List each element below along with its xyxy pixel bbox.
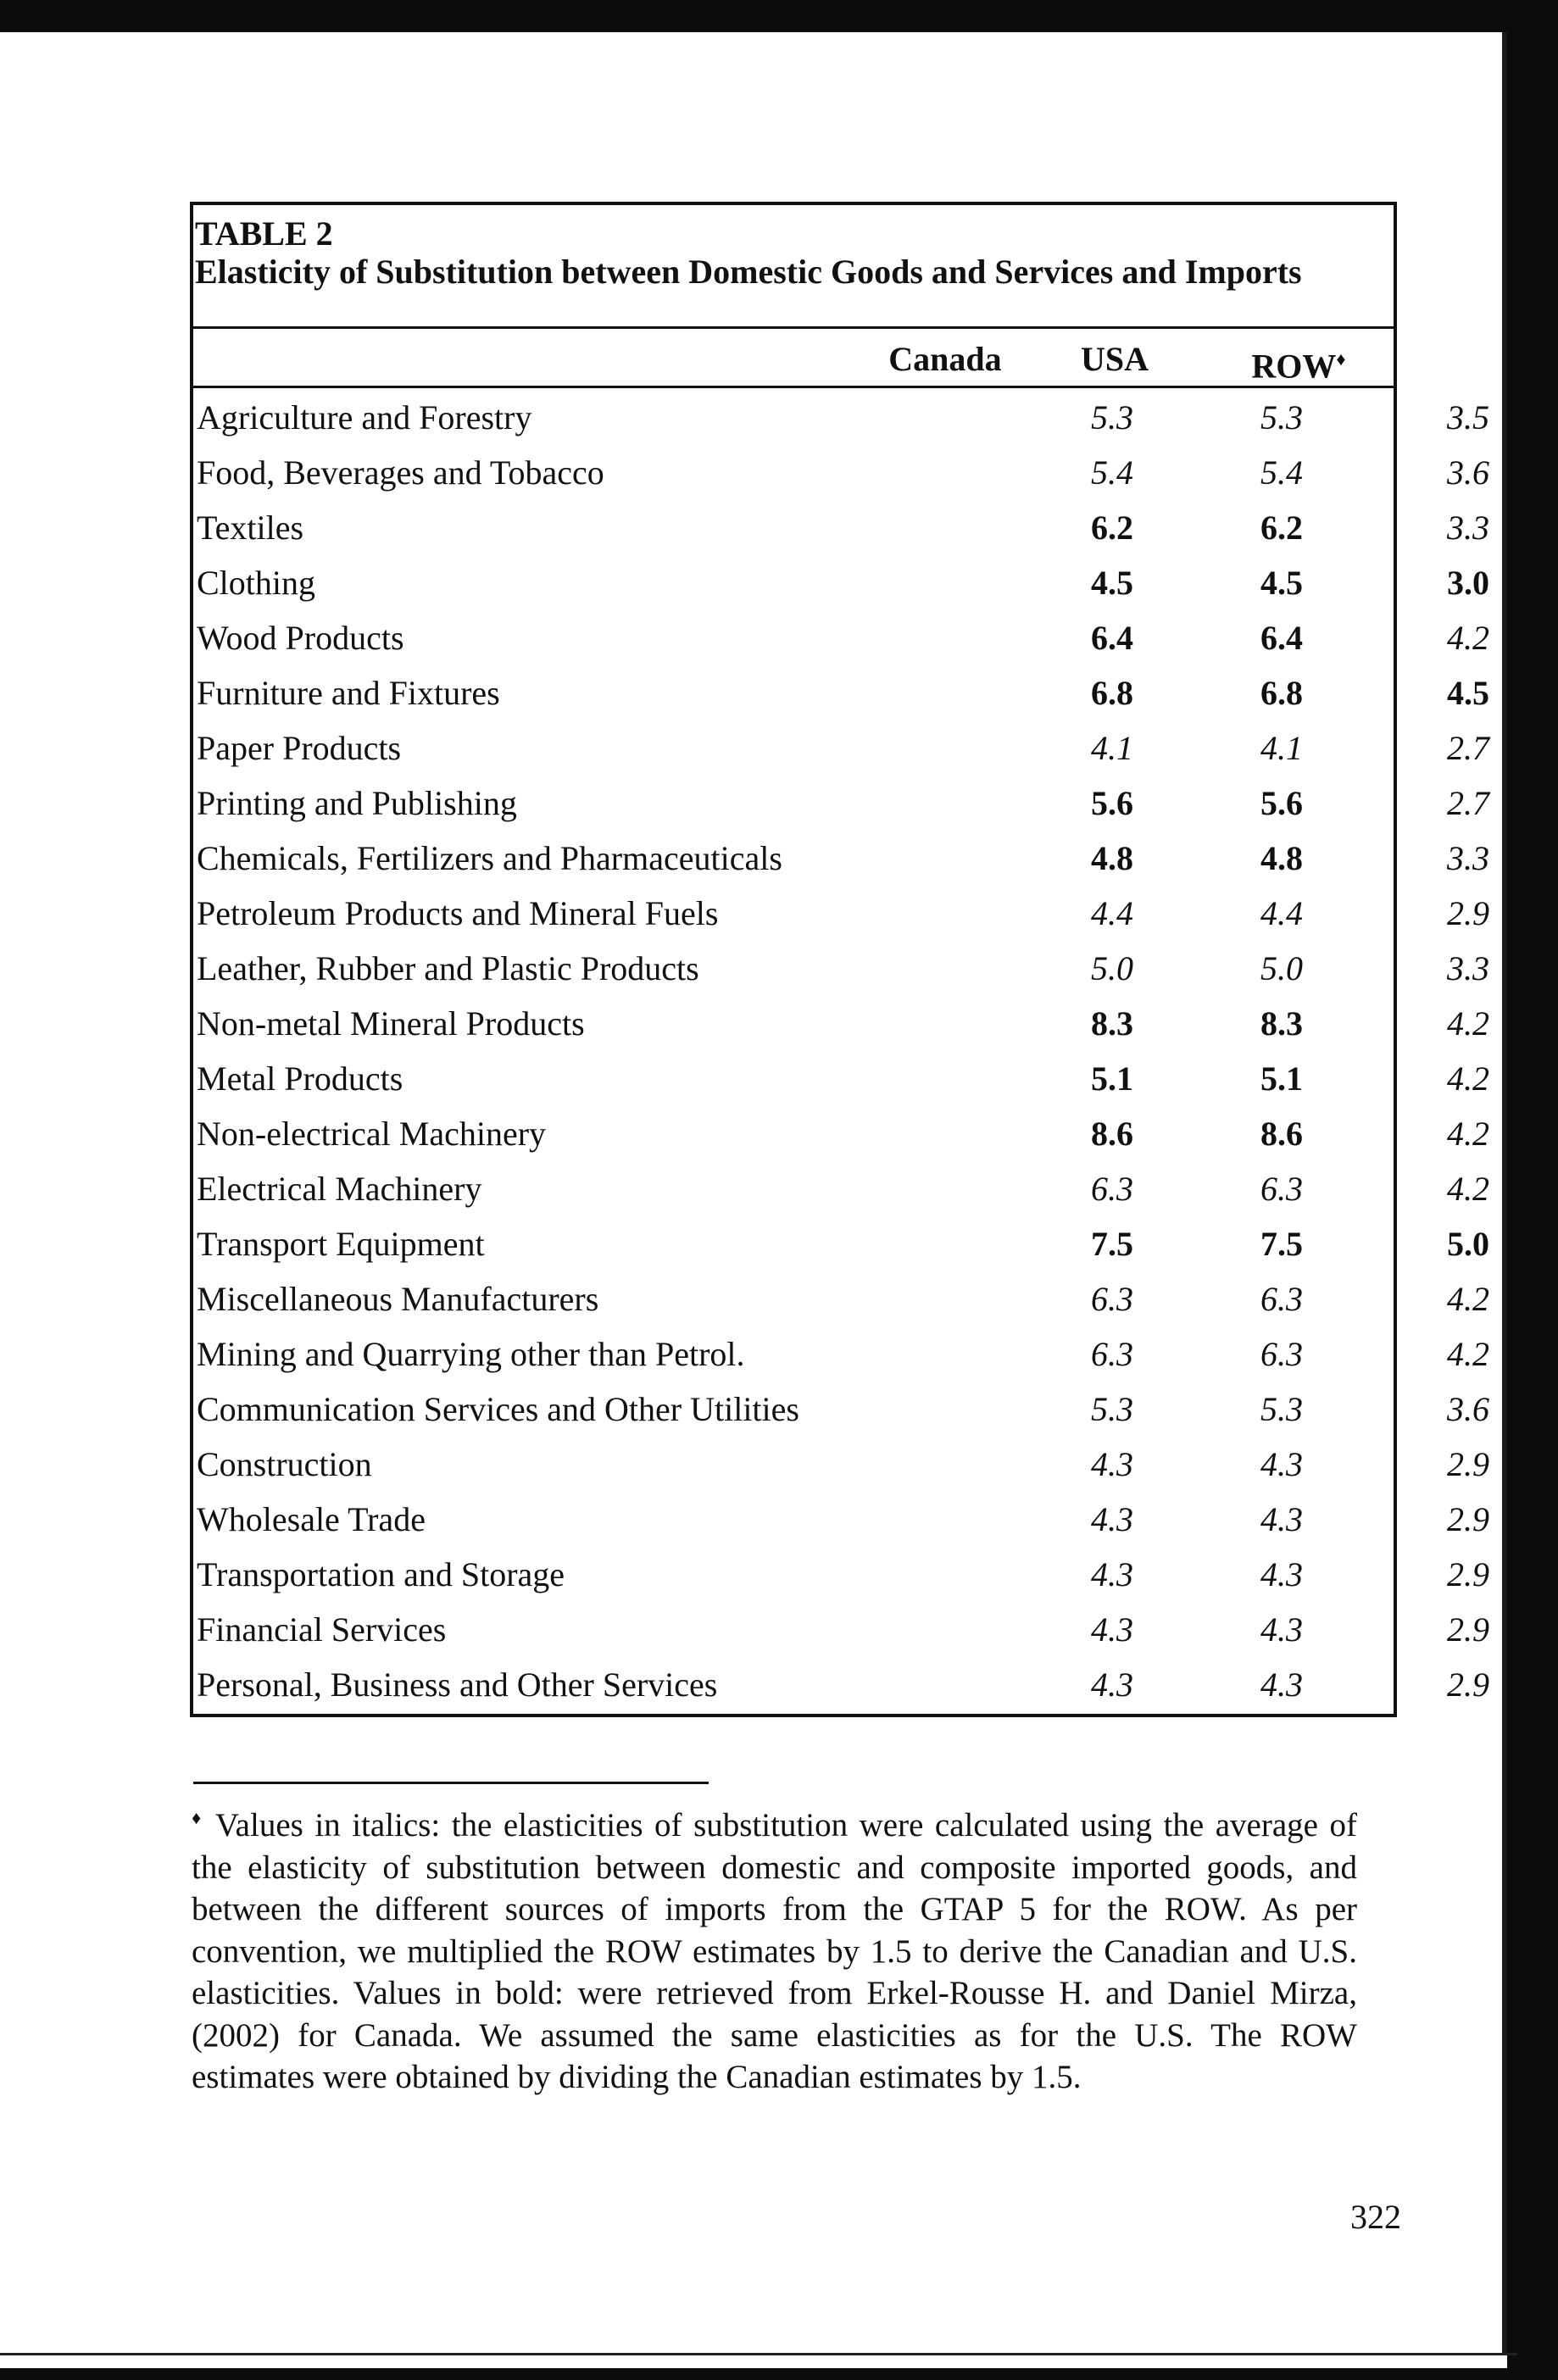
sector-name: Financial Services: [197, 1610, 447, 1649]
value-row: 4.2: [1447, 1004, 1489, 1043]
value-row: 2.7: [1447, 784, 1489, 822]
table-label: TABLE 2: [195, 214, 333, 253]
table-row: [197, 1106, 1489, 1161]
value-usa: 7.5: [1260, 1225, 1303, 1263]
value-canada: 5.3: [1091, 1390, 1133, 1428]
value-canada: 6.2: [1091, 509, 1133, 547]
sector-name: Printing and Publishing: [197, 784, 517, 822]
sector-name: Electrical Machinery: [197, 1170, 482, 1208]
column-header-row-label: ROW: [1251, 347, 1337, 386]
value-row: 2.9: [1447, 1555, 1489, 1593]
value-canada: 4.5: [1091, 564, 1133, 602]
value-canada: 5.0: [1091, 949, 1133, 987]
sector-name: Mining and Quarrying other than Petrol.: [197, 1335, 745, 1373]
table-row: [197, 390, 1489, 445]
table-title-rule: [192, 326, 1395, 329]
value-canada: 5.4: [1091, 453, 1133, 492]
value-usa: 4.3: [1260, 1665, 1303, 1704]
value-canada: 6.3: [1091, 1280, 1133, 1318]
value-canada: 6.3: [1091, 1170, 1133, 1208]
table-row: [197, 445, 1489, 500]
sector-name: Petroleum Products and Mineral Fuels: [197, 894, 719, 932]
footnote-text: Values in italics: the elasticities of substitution were calculated using the average of the elasticity of substitution between domestic and composite imported goods, and between the different sources of imports from the GTAP 5 for the ROW. As per convention, we multiplied the ROW estimates by 1.5 to derive the Canadian and U.S. elasticities. Values in bold: were retrieved from Erkel-Rousse H. and Daniel Mirza, (2002) for Canada. We assumed the same elasticities as for the U.S. The ROW estimates were obtained by dividing the Canadian estimates by 1.5.: [192, 1807, 1357, 2095]
value-usa: 6.4: [1260, 619, 1303, 657]
sector-name: Food, Beverages and Tobacco: [197, 453, 604, 492]
table-row: [197, 1326, 1489, 1382]
footnote-mark: ♦: [192, 1807, 205, 1828]
sector-name: Leather, Rubber and Plastic Products: [197, 949, 699, 987]
sector-name: Communication Services and Other Utilities: [197, 1390, 799, 1428]
value-canada: 8.6: [1091, 1115, 1133, 1153]
value-canada: 6.4: [1091, 619, 1133, 657]
table-row: [197, 941, 1489, 996]
sector-name: Chemicals, Fertilizers and Pharmaceuticals: [197, 839, 782, 877]
sector-name: Metal Products: [197, 1059, 403, 1098]
value-canada: 4.8: [1091, 839, 1133, 877]
value-usa: 8.6: [1260, 1115, 1303, 1153]
value-row: 2.9: [1447, 1665, 1489, 1704]
table-row: [197, 1602, 1489, 1657]
value-row: 4.5: [1447, 674, 1489, 712]
value-canada: 4.4: [1091, 894, 1133, 932]
value-usa: 4.5: [1260, 564, 1303, 602]
value-row: 2.9: [1447, 1500, 1489, 1538]
value-row: 3.5: [1447, 398, 1489, 437]
value-usa: 5.6: [1260, 784, 1303, 822]
value-canada: 4.3: [1091, 1500, 1133, 1538]
value-usa: 6.2: [1260, 509, 1303, 547]
table-row: [197, 555, 1489, 610]
table-row: [197, 1382, 1489, 1437]
table-row: [197, 1161, 1489, 1216]
sector-name: Miscellaneous Manufacturers: [197, 1280, 599, 1318]
value-canada: 6.8: [1091, 674, 1133, 712]
value-usa: 4.3: [1260, 1500, 1303, 1538]
value-row: 4.2: [1447, 619, 1489, 657]
value-usa: 6.3: [1260, 1280, 1303, 1318]
value-usa: 4.8: [1260, 839, 1303, 877]
value-usa: 4.1: [1260, 729, 1303, 767]
scan-bottom-line: [0, 2353, 1517, 2355]
value-row: 2.9: [1447, 1445, 1489, 1483]
value-canada: 8.3: [1091, 1004, 1133, 1043]
value-row: 3.6: [1447, 453, 1489, 492]
value-row: 3.3: [1447, 949, 1489, 987]
value-row: 4.2: [1447, 1170, 1489, 1208]
value-usa: 8.3: [1260, 1004, 1303, 1043]
value-row: 5.0: [1447, 1225, 1489, 1263]
value-canada: 5.6: [1091, 784, 1133, 822]
table-row: [197, 1437, 1489, 1492]
sector-name: Agriculture and Forestry: [197, 398, 532, 437]
footnote-mark: ♦: [1336, 348, 1346, 370]
table-row: [197, 610, 1489, 665]
table-row: [197, 1051, 1489, 1106]
value-usa: 6.3: [1260, 1170, 1303, 1208]
value-canada: 4.3: [1091, 1665, 1133, 1704]
value-usa: 6.8: [1260, 674, 1303, 712]
value-usa: 4.3: [1260, 1610, 1303, 1649]
value-usa: 6.3: [1260, 1335, 1303, 1373]
value-row: 4.2: [1447, 1335, 1489, 1373]
table-row: [197, 1216, 1489, 1271]
value-canada: 4.3: [1091, 1610, 1133, 1649]
value-row: 3.3: [1447, 839, 1489, 877]
sector-name: Textiles: [197, 509, 304, 547]
sector-name: Non-electrical Machinery: [197, 1115, 547, 1153]
value-usa: 5.0: [1260, 949, 1303, 987]
table-row: [197, 886, 1489, 941]
table-row: [197, 665, 1489, 720]
footnote: [192, 1797, 1357, 2099]
value-usa: 4.4: [1260, 894, 1303, 932]
table-row: [197, 1492, 1489, 1547]
sector-name: Transport Equipment: [197, 1225, 485, 1263]
sector-name: Personal, Business and Other Services: [197, 1665, 718, 1704]
sector-name: Wholesale Trade: [197, 1500, 426, 1538]
table-row: [197, 500, 1489, 555]
page-number: 322: [1350, 2198, 1401, 2236]
scan-border-top: [0, 0, 1558, 32]
table-title: Elasticity of Substitution between Domestic Goods and Services and Imports: [195, 253, 1302, 291]
table-row: [197, 1547, 1489, 1602]
table-row: [197, 1271, 1489, 1326]
value-canada: 4.1: [1091, 729, 1133, 767]
value-canada: 7.5: [1091, 1225, 1133, 1263]
value-row: 4.2: [1447, 1115, 1489, 1153]
value-usa: 5.4: [1260, 453, 1303, 492]
table-row: [197, 1657, 1489, 1712]
table-row: [197, 831, 1489, 886]
table-row: [197, 776, 1489, 831]
value-row: 3.3: [1447, 509, 1489, 547]
value-canada: 4.3: [1091, 1555, 1133, 1593]
value-canada: 6.3: [1091, 1335, 1133, 1373]
value-usa: 5.3: [1260, 1390, 1303, 1428]
table-row: [197, 720, 1489, 776]
column-header-usa: USA: [1080, 340, 1149, 378]
value-usa: 5.1: [1260, 1059, 1303, 1098]
value-row: 2.9: [1447, 894, 1489, 932]
value-row: 4.2: [1447, 1059, 1489, 1098]
value-row: 2.7: [1447, 729, 1489, 767]
value-row: 3.6: [1447, 1390, 1489, 1428]
footnote-rule: [193, 1782, 709, 1784]
table-body: [197, 390, 1489, 1712]
sector-name: Non-metal Mineral Products: [197, 1004, 585, 1043]
sector-name: Furniture and Fixtures: [197, 674, 500, 712]
column-header-canada: Canada: [888, 340, 1002, 378]
table-header-rule: [192, 386, 1395, 388]
scan-border-bottom: [0, 2368, 1558, 2380]
sector-name: Clothing: [197, 564, 316, 602]
sector-name: Transportation and Storage: [197, 1555, 565, 1593]
table-row: [197, 996, 1489, 1051]
value-canada: 5.3: [1091, 398, 1133, 437]
value-usa: 4.3: [1260, 1445, 1303, 1483]
sector-name: Paper Products: [197, 729, 402, 767]
sector-name: Construction: [197, 1445, 372, 1483]
value-usa: 4.3: [1260, 1555, 1303, 1593]
value-canada: 4.3: [1091, 1445, 1133, 1483]
value-canada: 5.1: [1091, 1059, 1133, 1098]
value-row: 2.9: [1447, 1610, 1489, 1649]
sector-name: Wood Products: [197, 619, 404, 657]
column-header-row: [1214, 339, 1383, 386]
value-row: 4.2: [1447, 1280, 1489, 1318]
value-row: 3.0: [1447, 564, 1489, 602]
value-usa: 5.3: [1260, 398, 1303, 437]
